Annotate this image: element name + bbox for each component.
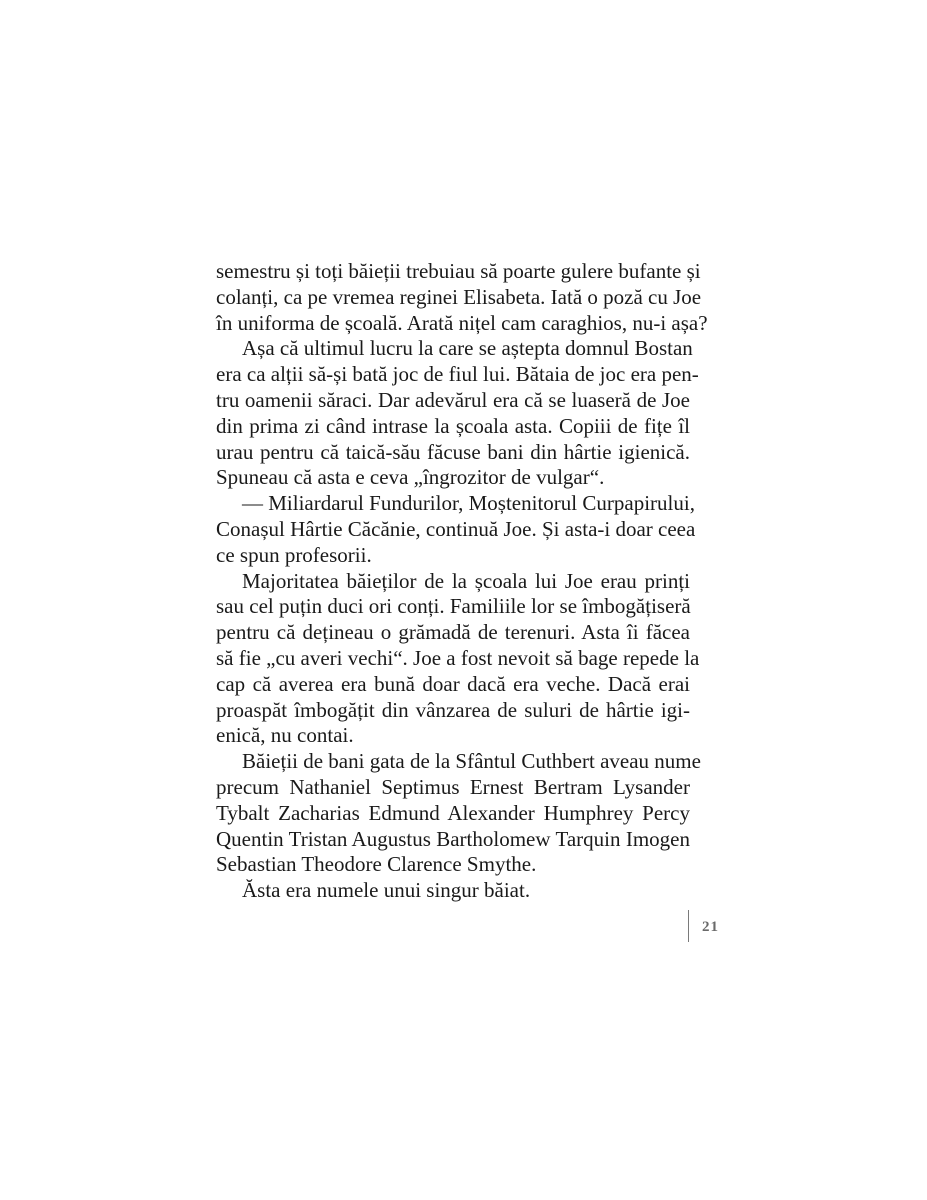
text-line: enică, nu contai.: [216, 723, 354, 748]
text-line: pentru că dețineau o grămadă de terenuri. Asta îi făcea: [216, 620, 690, 645]
text-line: tru oamenii săraci. Dar adevărul era că se luaseră de Joe: [216, 387, 690, 412]
text-line: era ca alții să-și bată joc de fiul lui. Bătaia de joc era pen-: [216, 362, 699, 387]
text-line: Spuneau că asta e ceva „îngrozitor de vulgar“.: [216, 465, 605, 490]
text-line: Tybalt Zacharias Edmund Alexander Humphrey Percy: [216, 800, 690, 825]
text-line: Conașul Hârtie Căcănie, continuă Joe. Și asta-i doar ceea: [216, 516, 696, 541]
text-line: semestru și toți băieții trebuiau să poarte gulere bufante și: [216, 259, 701, 283]
page-number: 21: [702, 919, 719, 935]
text-line: urau pentru că taică-său făcuse bani din hârtie igienică.: [216, 439, 690, 464]
text-line: Băieții de bani gata de la Sfântul Cuthbert aveau nume: [242, 749, 701, 774]
text-line: proaspăt îmbogățit din vânzarea de suluri de hârtie igi-: [216, 697, 690, 722]
folio-divider: [688, 910, 689, 942]
body-text: [216, 259, 708, 904]
text-line: Majoritatea băieților de la școala lui Joe erau prinți: [242, 568, 690, 593]
text-line: în uniforma de școală. Arată nițel cam caraghios, nu-i așa?: [216, 310, 708, 335]
text-line: — Miliardarul Fundurilor, Moștenitorul Curpapirului,: [242, 491, 695, 516]
text-line: Quentin Tristan Augustus Bartholomew Tarquin Imogen: [216, 826, 690, 851]
text-line: să fie „cu averi vechi“. Joe a fost nevoit să bage repede la: [216, 645, 700, 670]
text-line: precum Nathaniel Septimus Ernest Bertram Lysander: [216, 774, 690, 799]
text-line: Sebastian Theodore Clarence Smythe.: [216, 852, 537, 877]
text-line: cap că averea era bună doar dacă era veche. Dacă erai: [216, 671, 690, 696]
text-line: sau cel puțin duci ori conți. Familiile lor se îmbogățiseră: [216, 594, 691, 619]
text-line: Ăsta era numele unui singur băiat.: [242, 878, 531, 903]
text-line: din prima zi când intrase la școala asta. Copiii de fițe îl: [216, 413, 690, 438]
text-line: Așa că ultimul lucru la care se aștepta domnul Bostan: [242, 336, 693, 361]
text-line: ce spun profesorii.: [216, 542, 372, 567]
text-line: colanți, ca pe vremea reginei Elisabeta. Iată o poză cu Joe: [216, 284, 702, 309]
